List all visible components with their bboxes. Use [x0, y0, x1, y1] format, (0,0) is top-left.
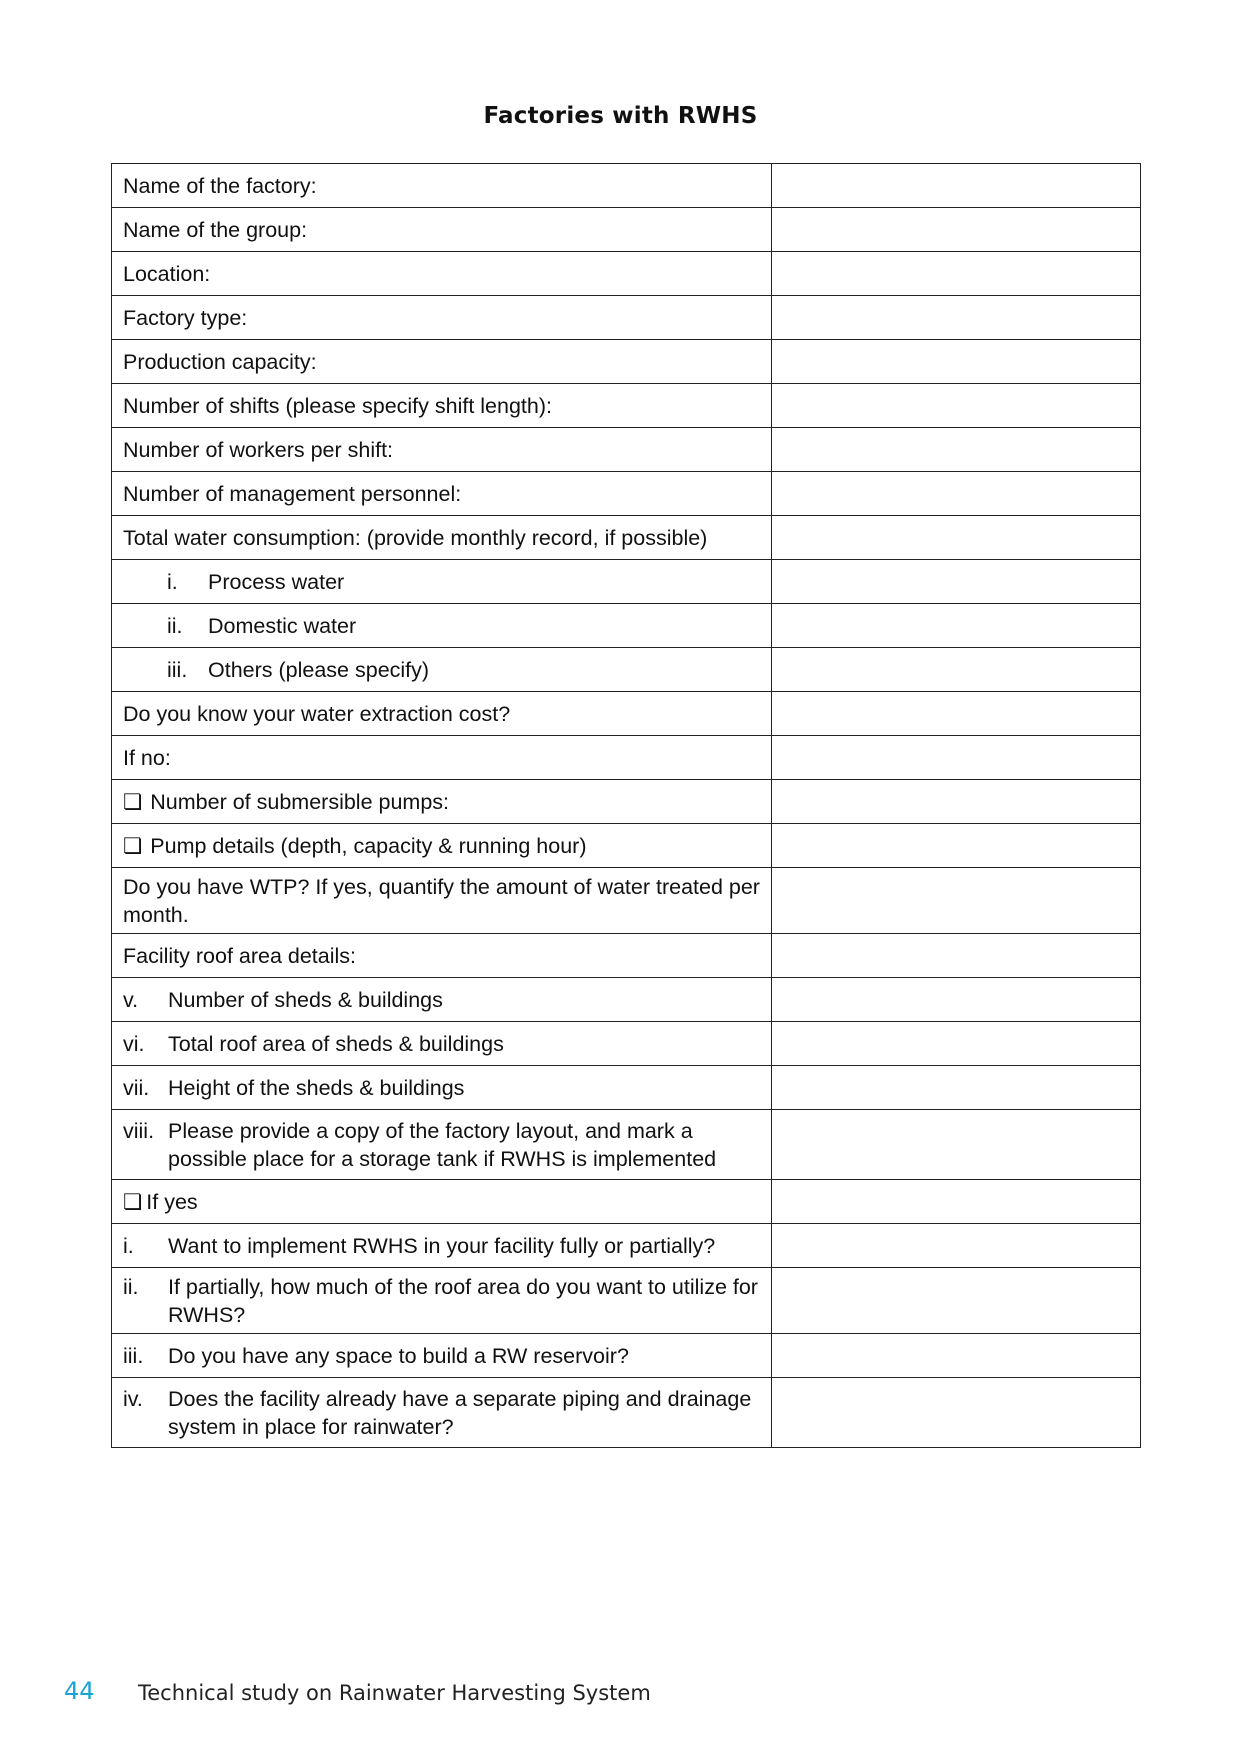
question-text: Do you have any space to build a RW reservoir? — [168, 1343, 629, 1368]
table-row — [112, 824, 1141, 868]
answer-cell[interactable] — [772, 780, 1141, 824]
table-row — [112, 1334, 1141, 1378]
question-cell — [112, 384, 772, 428]
answer-cell[interactable] — [772, 1066, 1141, 1110]
question-cell — [112, 648, 772, 692]
answer-cell[interactable] — [772, 934, 1141, 978]
table-row — [112, 978, 1141, 1022]
table-row — [112, 164, 1141, 208]
question-cell — [112, 208, 772, 252]
answer-cell[interactable] — [772, 736, 1141, 780]
question-cell — [112, 1022, 772, 1066]
question-cell — [112, 1224, 772, 1268]
list-marker: iii. — [167, 657, 188, 682]
answer-cell[interactable] — [772, 1268, 1141, 1334]
question-cell — [112, 428, 772, 472]
list-marker: viii. — [123, 1118, 155, 1143]
question-cell — [112, 1110, 772, 1180]
table-row — [112, 1268, 1141, 1334]
answer-cell[interactable] — [772, 648, 1141, 692]
checkbox-icon: ❏ — [123, 789, 143, 814]
answer-cell[interactable] — [772, 824, 1141, 868]
table-row — [112, 208, 1141, 252]
question-text: Number of workers per shift: — [123, 437, 394, 462]
footer-text: Technical study on Rainwater Harvesting System — [138, 1681, 651, 1705]
page-number: 44 — [64, 1677, 95, 1705]
question-text: Please provide a copy of the factory layout, and mark a possible place for a storage tank if RWHS is implemented — [168, 1118, 717, 1171]
table-row — [112, 1066, 1141, 1110]
question-cell — [112, 824, 772, 868]
answer-cell[interactable] — [772, 1224, 1141, 1268]
question-text: Facility roof area details: — [123, 943, 357, 968]
table-row — [112, 604, 1141, 648]
answer-cell[interactable] — [772, 560, 1141, 604]
question-cell — [112, 978, 772, 1022]
answer-cell[interactable] — [772, 978, 1141, 1022]
question-cell — [112, 340, 772, 384]
list-marker: iii. — [123, 1343, 144, 1368]
question-text: Name of the group: — [123, 217, 308, 242]
page-title: Factories with RWHS — [483, 103, 758, 129]
question-cell — [112, 560, 772, 604]
question-cell — [112, 780, 772, 824]
question-text: Factory type: — [123, 305, 248, 330]
answer-cell[interactable] — [772, 868, 1141, 934]
list-marker: vii. — [123, 1075, 150, 1100]
table-row — [112, 1224, 1141, 1268]
answer-cell[interactable] — [772, 1378, 1141, 1448]
answer-cell[interactable] — [772, 516, 1141, 560]
list-marker: v. — [123, 987, 139, 1012]
table-row — [112, 340, 1141, 384]
question-cell — [112, 472, 772, 516]
table-row — [112, 560, 1141, 604]
question-text: Others (please specify) — [208, 657, 430, 682]
answer-cell[interactable] — [772, 340, 1141, 384]
question-text: Location: — [123, 261, 211, 286]
list-marker: ii. — [167, 613, 183, 638]
answer-cell[interactable] — [772, 1110, 1141, 1180]
table-row — [112, 384, 1141, 428]
answer-cell[interactable] — [772, 296, 1141, 340]
table-row — [112, 868, 1141, 934]
question-cell — [112, 604, 772, 648]
question-text: Total water consumption: (provide monthly record, if possible) — [123, 525, 708, 550]
question-text: Process water — [208, 569, 345, 594]
question-text: If partially, how much of the roof area do you want to utilize for RWHS? — [168, 1274, 758, 1327]
question-cell — [112, 1180, 772, 1224]
answer-cell[interactable] — [772, 252, 1141, 296]
question-cell — [112, 1378, 772, 1448]
answer-cell[interactable] — [772, 1334, 1141, 1378]
table-row — [112, 252, 1141, 296]
question-text: Number of management personnel: — [123, 481, 462, 506]
table-row — [112, 296, 1141, 340]
checkbox-icon: ❏ — [123, 833, 143, 858]
question-text: Number of shifts (please specify shift length): — [123, 393, 552, 418]
answer-cell[interactable] — [772, 208, 1141, 252]
question-text: Total roof area of sheds & buildings — [168, 1031, 504, 1056]
table-row — [112, 934, 1141, 978]
checkbox-icon: ❏ — [123, 1189, 143, 1214]
question-text: Does the facility already have a separate piping and drainage system in place for rainwater? — [168, 1386, 752, 1439]
table-row — [112, 692, 1141, 736]
table-row — [112, 1022, 1141, 1066]
question-text: Do you know your water extraction cost? — [123, 701, 511, 726]
question-cell — [112, 252, 772, 296]
question-text: Number of sheds & buildings — [168, 987, 443, 1012]
question-cell — [112, 1268, 772, 1334]
question-cell — [112, 516, 772, 560]
question-text: If no: — [123, 745, 171, 770]
question-text: Name of the factory: — [123, 173, 317, 198]
questionnaire-table — [111, 163, 1141, 1448]
answer-cell[interactable] — [772, 384, 1141, 428]
question-cell — [112, 692, 772, 736]
list-marker: vi. — [123, 1031, 145, 1056]
answer-cell[interactable] — [772, 1022, 1141, 1066]
question-text: Do you have WTP? If yes, quantify the amount of water treated per month. — [123, 874, 760, 927]
table-row — [112, 1378, 1141, 1448]
answer-cell[interactable] — [772, 428, 1141, 472]
question-cell — [112, 1066, 772, 1110]
answer-cell[interactable] — [772, 164, 1141, 208]
answer-cell[interactable] — [772, 1180, 1141, 1224]
table-row — [112, 1180, 1141, 1224]
question-cell — [112, 1334, 772, 1378]
question-text: Production capacity: — [123, 349, 317, 374]
list-marker: i. — [123, 1233, 134, 1258]
list-marker: iv. — [123, 1386, 143, 1411]
answer-cell[interactable] — [772, 472, 1141, 516]
answer-cell[interactable] — [772, 604, 1141, 648]
question-text: Height of the sheds & buildings — [168, 1075, 465, 1100]
answer-cell[interactable] — [772, 692, 1141, 736]
question-cell — [112, 934, 772, 978]
question-text: Number of submersible pumps: — [150, 789, 450, 814]
list-marker: ii. — [123, 1274, 139, 1299]
table-row — [112, 472, 1141, 516]
question-cell — [112, 736, 772, 780]
question-cell — [112, 868, 772, 934]
table-row — [112, 1110, 1141, 1180]
question-cell — [112, 296, 772, 340]
table-row — [112, 780, 1141, 824]
table-row — [112, 648, 1141, 692]
table-row — [112, 736, 1141, 780]
question-text: If yes — [146, 1189, 198, 1214]
question-cell — [112, 164, 772, 208]
list-marker: i. — [167, 569, 178, 594]
table-row — [112, 516, 1141, 560]
question-text: Want to implement RWHS in your facility fully or partially? — [168, 1233, 716, 1258]
table-row — [112, 428, 1141, 472]
question-text: Domestic water — [208, 613, 357, 638]
question-text: Pump details (depth, capacity & running hour) — [150, 833, 587, 858]
